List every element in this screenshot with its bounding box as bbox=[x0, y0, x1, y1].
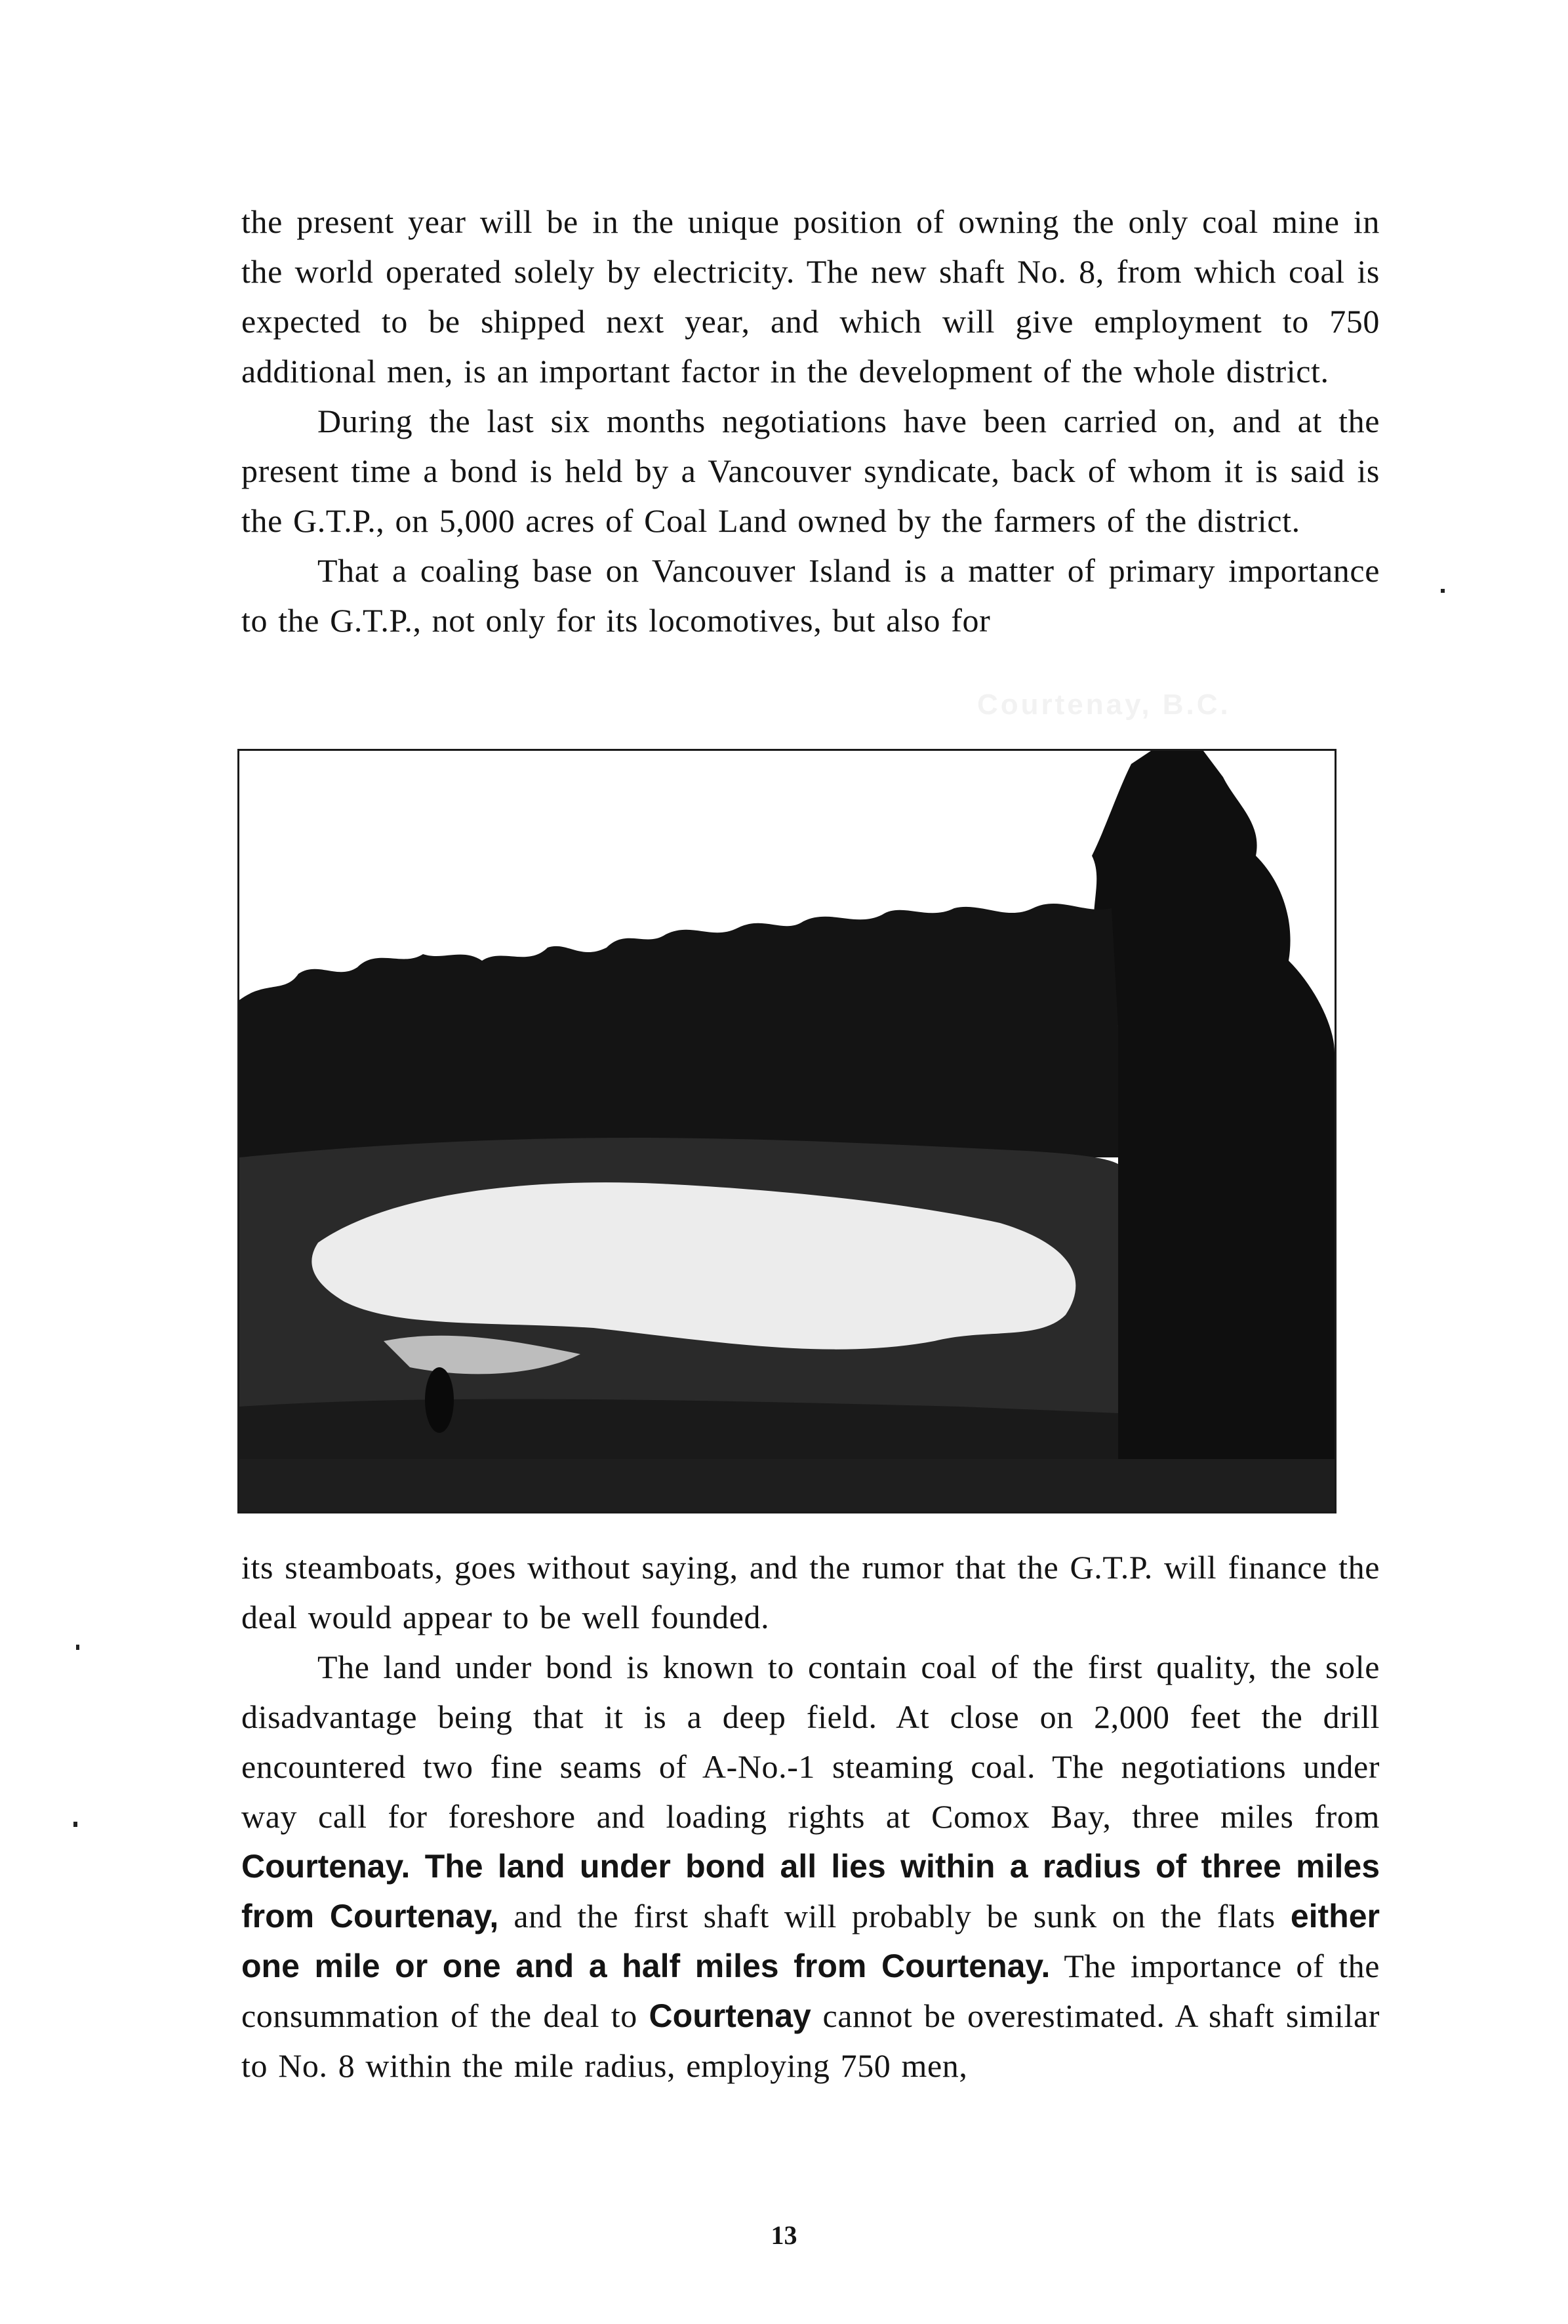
scan-speck bbox=[73, 1822, 77, 1827]
paragraph-5-bold-c: Courtenay bbox=[649, 1997, 811, 2034]
paragraph-5-part-d: cannot be overestimated. A shaft similar to No. 8 within the mile radius, employing 750 men, bbox=[241, 1997, 1380, 2084]
top-text-block bbox=[241, 197, 1380, 645]
scan-speck bbox=[76, 1645, 79, 1650]
paragraph-5 bbox=[241, 1642, 1380, 2091]
paragraph-5-part-b: and the first shaft will probably be sunk on the flats bbox=[513, 1898, 1276, 1934]
scan-speck bbox=[1441, 589, 1445, 593]
paragraph-5-bold-b: either one mile or one and a half miles from Courtenay. bbox=[241, 1898, 1380, 1984]
river-scene-image bbox=[239, 751, 1335, 1512]
photo-caption: Courtenay, B.C. bbox=[977, 689, 1231, 721]
bottom-text-block bbox=[241, 1542, 1380, 2091]
boat-shape bbox=[425, 1367, 454, 1433]
paragraph-1: the present year will be in the unique position of owning the only coal mine in the world operated solely by electricity. The new shaft No. 8, from which coal is expected to be shipped next year, and which will give employment to 750 additional men, is an important factor in the development of the whole district. bbox=[241, 203, 1380, 390]
river-photograph bbox=[237, 749, 1337, 1513]
paragraph-2: During the last six months negotiations have been carried on, and at the present time a bond is held by a Vancouver syndicate, back of whom it is said is the G.T.P., on 5,000 acres of Coal Land owned by the farmers of the district. bbox=[241, 403, 1380, 539]
paragraph-5-part-c: The importance of the consummation of the deal to bbox=[241, 1948, 1380, 2034]
paragraph-5-bold-a: Courtenay. The land under bond all lies within a radius of three miles from Courtenay, bbox=[241, 1848, 1380, 1934]
paragraph-3: That a coaling base on Vancouver Island is a matter of primary importance to the G.T.P., not only for its locomotives, but also for bbox=[241, 552, 1380, 639]
page-number: 13 bbox=[771, 2220, 797, 2250]
paragraph-4: its steamboats, goes without saying, and the rumor that the G.T.P. will finance the deal would appear to be well founded. bbox=[241, 1549, 1380, 1635]
paragraph-5-part-a: The land under bond is known to contain coal of the first quality, the sole disadvantage being that it is a deep field. At close on 2,000 feet the drill encountered two fine seams of A-No.-1 steaming coal. The negotiations under way call for foreshore and loading rights at Comox Bay, three miles from bbox=[241, 1649, 1380, 1835]
